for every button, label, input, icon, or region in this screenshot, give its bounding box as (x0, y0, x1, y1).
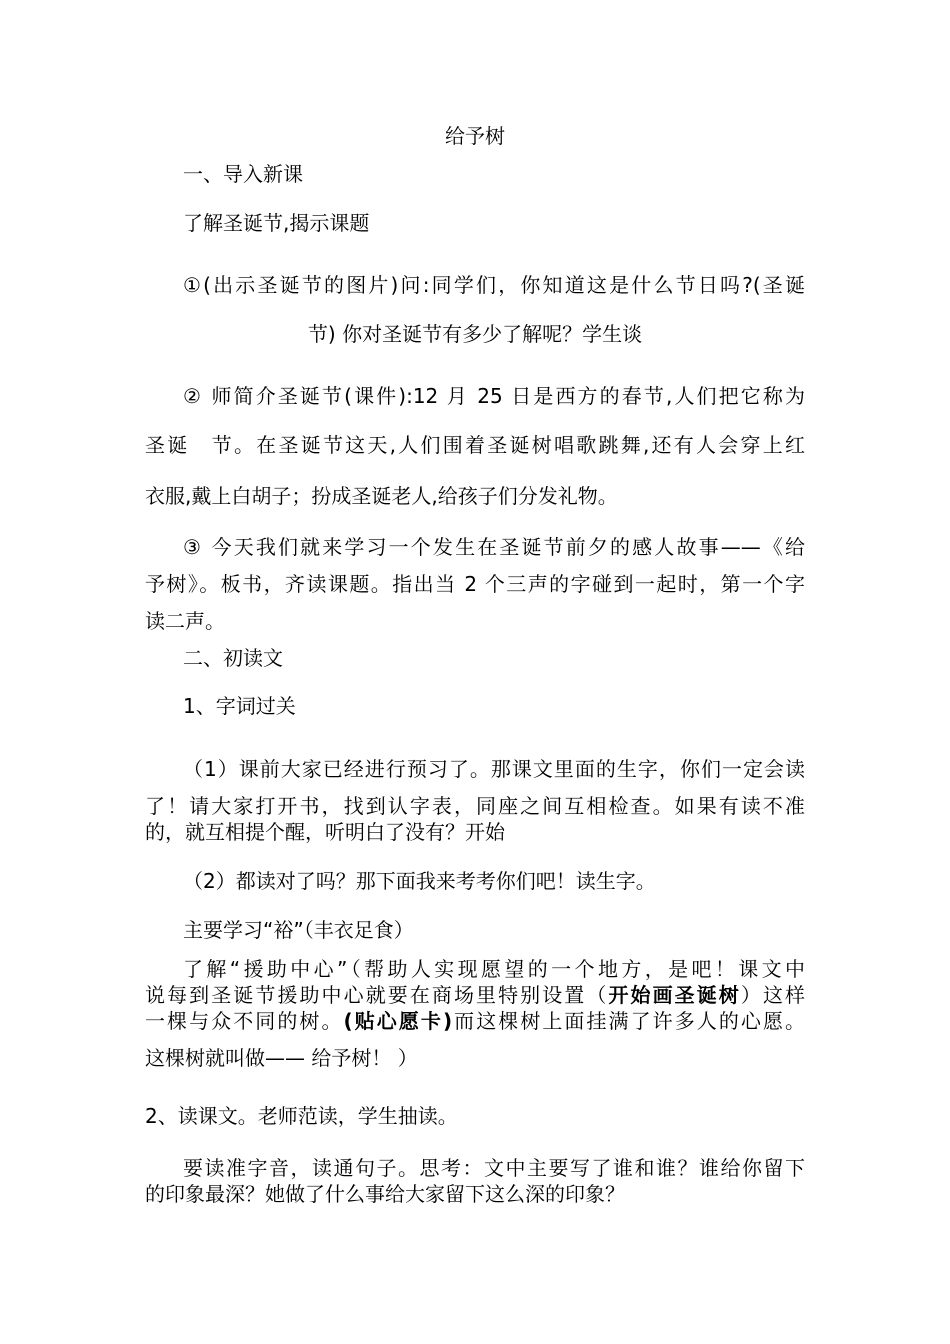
paragraph-line: 的，就互相提个醒，听明白了没有？开始 (145, 820, 505, 844)
paragraph-line: 了！请大家打开书，找到认字表，同座之间互相检查。如果有读不准 (145, 794, 805, 818)
text-run: 说每到圣诞节援助中心就要在商场里特别设置（ (145, 983, 609, 1007)
bold-text: 开始画圣诞树 (608, 983, 741, 1007)
paragraph-line: 圣诞 节。在圣诞节这天,人们围着圣诞树唱歌跳舞,还有人会穿上红 (145, 433, 805, 457)
paragraph-line: 读二声。 (145, 609, 225, 633)
paragraph-line: 予树》。板书，齐读课题。指出当 2 个三声的字碰到一起时，第一个字 (145, 572, 805, 596)
subheading-read-text: 2、读课文。老师范读，学生抽读。 (145, 1104, 458, 1128)
paragraph-line (145, 983, 805, 1007)
paragraph-line: （1）课前大家已经进行预习了。那课文里面的生字，你们一定会读 (183, 757, 805, 781)
paragraph-line: （2）都读对了吗？那下面我来考考你们吧！读生字。 (183, 869, 656, 893)
paragraph-line: ② 师简介圣诞节(课件):12 月 25 日是西方的春节,人们把它称为 (183, 384, 805, 408)
subheading-vocabulary: 1、字词过关 (183, 694, 296, 718)
section-heading-intro: 一、导入新课 (183, 162, 303, 186)
paragraph-line (145, 1009, 805, 1033)
subheading-christmas: 了解圣诞节,揭示课题 (183, 211, 370, 235)
text-run: 一棵与众不同的树。 (145, 1009, 344, 1033)
paragraph-line: ③ 今天我们就来学习一个发生在圣诞节前夕的感人故事——《给 (183, 535, 805, 559)
paragraph-line: 的印象最深？她做了什么事给大家留下这么深的印象？ (145, 1182, 625, 1206)
paragraph-line: 要读准字音，读通句子。思考：文中主要写了谁和谁？谁给你留下 (183, 1156, 805, 1180)
paragraph-line: 衣服,戴上白胡子；扮成圣诞老人,给孩子们分发礼物。 (145, 484, 618, 508)
text-run: 而这棵树上面挂满了许多人的心愿。 (452, 1009, 806, 1033)
paragraph-line: 主要学习“裕”（丰衣足食） (183, 918, 414, 942)
paragraph-line: 这棵树就叫做—— 给予树！ ） (145, 1046, 418, 1070)
text-run: ）这样 (740, 983, 806, 1007)
section-heading-reading: 二、初读文 (183, 646, 283, 670)
paragraph-line: ①(出示圣诞节的图片)问:同学们，你知道这是什么节日吗?(圣诞 (183, 273, 805, 297)
paragraph-line: 了解“援助中心”（帮助人实现愿望的一个地方，是吧！课文中 (183, 957, 805, 981)
document-title: 给予树 (445, 124, 505, 148)
bold-text: (贴心愿卡) (343, 1009, 453, 1033)
paragraph-line: 节) 你对圣诞节有多少了解呢？学生谈 (307, 322, 643, 346)
